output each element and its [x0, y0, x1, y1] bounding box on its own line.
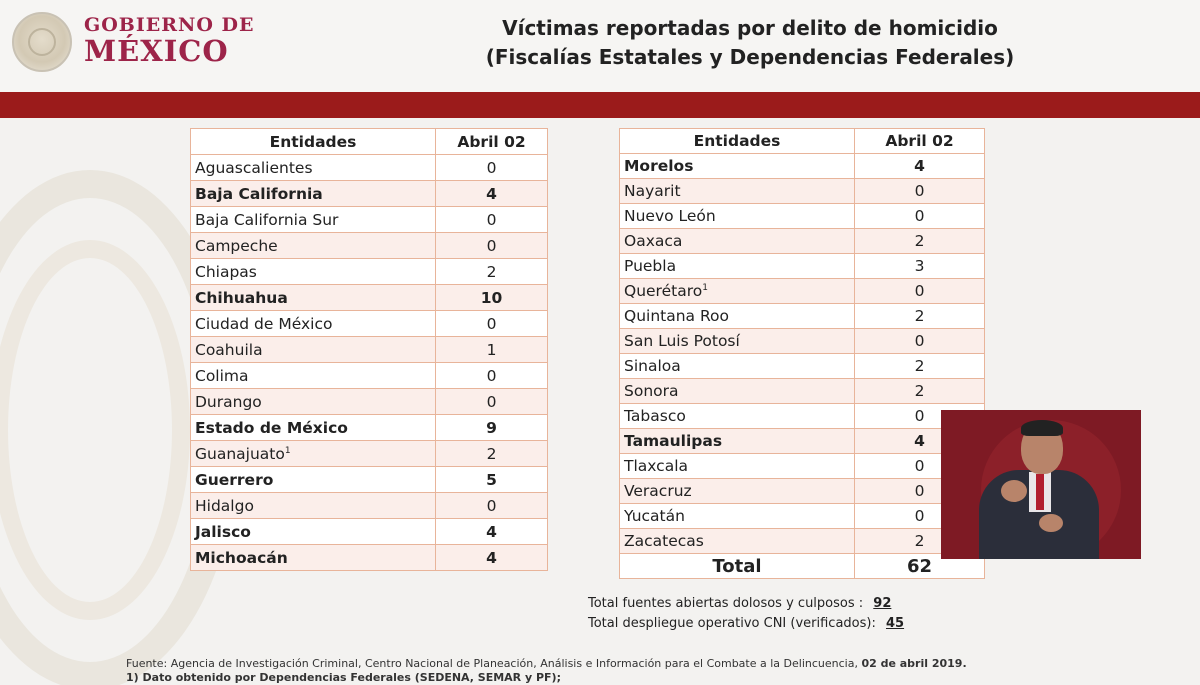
victim-count: 0 — [436, 233, 548, 259]
entity-name: Tabasco — [620, 404, 855, 429]
summary-cni-deployment — [588, 616, 912, 631]
entity-name: Guerrero — [191, 467, 436, 493]
table-row — [620, 329, 985, 354]
entity-name: Nayarit — [620, 179, 855, 204]
victim-count: 0 — [855, 504, 985, 529]
government-logo — [84, 14, 255, 68]
entity-name: Baja California — [191, 181, 436, 207]
entity-name: Aguascalientes — [191, 155, 436, 181]
table-row — [191, 259, 548, 285]
table-header-row — [191, 129, 548, 155]
title-line1: Víctimas reportadas por delito de homicidio — [502, 16, 998, 40]
right-data-table — [619, 128, 985, 579]
logo-line1: GOBIERNO DE — [84, 14, 255, 36]
summary-value: 92 — [873, 596, 892, 611]
table-row — [620, 304, 985, 329]
total-label: Total — [620, 554, 855, 579]
total-value: 62 — [855, 554, 985, 579]
victim-count: 5 — [436, 467, 548, 493]
victim-count: 0 — [436, 493, 548, 519]
note-text: 1) Dato obtenido por Dependencias Federales (SEDENA, SEMAR y PF); — [126, 671, 561, 684]
page-title — [380, 14, 1120, 72]
table-row — [620, 204, 985, 229]
entity-name: Michoacán — [191, 545, 436, 571]
entity-name: Tlaxcala — [620, 454, 855, 479]
entity-name: Puebla — [620, 254, 855, 279]
entity-name: Campeche — [191, 233, 436, 259]
victim-count: 0 — [855, 454, 985, 479]
victim-count: 2 — [855, 529, 985, 554]
table-row — [620, 279, 985, 304]
entity-name: Chihuahua — [191, 285, 436, 311]
victim-count: 0 — [855, 204, 985, 229]
victim-count: 0 — [855, 329, 985, 354]
table-row — [191, 467, 548, 493]
entity-name: Quintana Roo — [620, 304, 855, 329]
summary-label: Total despliegue operativo CNI (verificados): — [588, 616, 876, 631]
table-row — [620, 154, 985, 179]
entity-name: Sonora — [620, 379, 855, 404]
entity-name: Colima — [191, 363, 436, 389]
source-date: 02 de abril 2019. — [861, 657, 967, 670]
column-header-date: Abril 02 — [855, 129, 985, 154]
table-row — [620, 229, 985, 254]
victim-count: 2 — [855, 229, 985, 254]
table-row — [191, 311, 548, 337]
column-header-entity: Entidades — [191, 129, 436, 155]
total-row — [620, 554, 985, 579]
entity-name: Nuevo León — [620, 204, 855, 229]
table-row — [620, 429, 985, 454]
table-row — [620, 379, 985, 404]
table-row — [191, 415, 548, 441]
entity-name: Chiapas — [191, 259, 436, 285]
entity-name: Guanajuato$^1$ — [191, 441, 436, 467]
source-text: Fuente: Agencia de Investigación Criminal, Centro Nacional de Planeación, Análisis e Información para el Combate a la Delincuencia, — [126, 657, 858, 670]
table-row — [191, 389, 548, 415]
victim-count: 2 — [436, 259, 548, 285]
column-header-entity: Entidades — [620, 129, 855, 154]
entity-name: Yucatán — [620, 504, 855, 529]
entity-name: Morelos — [620, 154, 855, 179]
table-row — [620, 504, 985, 529]
table-row — [191, 493, 548, 519]
table-row — [620, 529, 985, 554]
entity-name: Querétaro$^1$ — [620, 279, 855, 304]
title-line2: (Fiscalías Estatales y Dependencias Federales) — [485, 45, 1015, 69]
table-row — [620, 179, 985, 204]
table-row — [191, 233, 548, 259]
summary-label: Total fuentes abiertas dolosos y culposos : — [588, 596, 864, 611]
table-header-row — [620, 129, 985, 154]
victim-count: 2 — [855, 304, 985, 329]
victim-count: 10 — [436, 285, 548, 311]
entity-name: Hidalgo — [191, 493, 436, 519]
entity-name: Estado de México — [191, 415, 436, 441]
source-footnote — [126, 657, 967, 670]
victim-count: 0 — [436, 155, 548, 181]
victim-count: 1 — [436, 337, 548, 363]
table-row — [191, 337, 548, 363]
table-row — [191, 363, 548, 389]
victim-count: 2 — [855, 379, 985, 404]
victim-count: 3 — [855, 254, 985, 279]
table-row — [620, 404, 985, 429]
victim-count: 0 — [855, 404, 985, 429]
entity-name: Coahuila — [191, 337, 436, 363]
entity-name: Baja California Sur — [191, 207, 436, 233]
table-row — [191, 155, 548, 181]
entity-name: Ciudad de México — [191, 311, 436, 337]
victim-count: 4 — [436, 181, 548, 207]
table-row — [620, 354, 985, 379]
victim-count: 0 — [855, 179, 985, 204]
victim-count: 0 — [436, 207, 548, 233]
victim-count: 4 — [855, 154, 985, 179]
table-row — [191, 441, 548, 467]
victim-count: 4 — [436, 519, 548, 545]
entity-name: Oaxaca — [620, 229, 855, 254]
entity-name: Tamaulipas — [620, 429, 855, 454]
header — [0, 0, 1200, 92]
sign-language-interpreter-video — [941, 410, 1141, 559]
entity-name: Durango — [191, 389, 436, 415]
victim-count: 9 — [436, 415, 548, 441]
victim-count: 0 — [436, 311, 548, 337]
summary-value: 45 — [885, 616, 905, 631]
victim-count: 2 — [436, 441, 548, 467]
entity-name: San Luis Potosí — [620, 329, 855, 354]
victim-count: 0 — [855, 479, 985, 504]
victim-count: 4 — [436, 545, 548, 571]
table-row — [191, 181, 548, 207]
table-row — [620, 454, 985, 479]
entity-name: Veracruz — [620, 479, 855, 504]
table-row — [191, 519, 548, 545]
table-row — [620, 479, 985, 504]
entity-name: Jalisco — [191, 519, 436, 545]
victim-count: 0 — [436, 363, 548, 389]
footnote-marker: 1 — [284, 445, 291, 456]
victim-count: 4 — [855, 429, 985, 454]
column-header-date: Abril 02 — [436, 129, 548, 155]
table-row — [191, 207, 548, 233]
table-row — [620, 254, 985, 279]
footnote-marker: 1 — [702, 282, 708, 293]
data-note-footnote — [126, 671, 561, 684]
victim-count: 0 — [436, 389, 548, 415]
left-data-table — [190, 128, 548, 571]
red-banner — [0, 92, 1200, 118]
table-row — [191, 285, 548, 311]
victim-count: 0 — [855, 279, 985, 304]
summary-open-sources — [588, 596, 899, 611]
entity-name: Sinaloa — [620, 354, 855, 379]
entity-name: Zacatecas — [620, 529, 855, 554]
victim-count: 2 — [855, 354, 985, 379]
logo-line2: MÉXICO — [84, 34, 229, 68]
national-seal-icon — [12, 12, 72, 72]
table-row — [191, 545, 548, 571]
